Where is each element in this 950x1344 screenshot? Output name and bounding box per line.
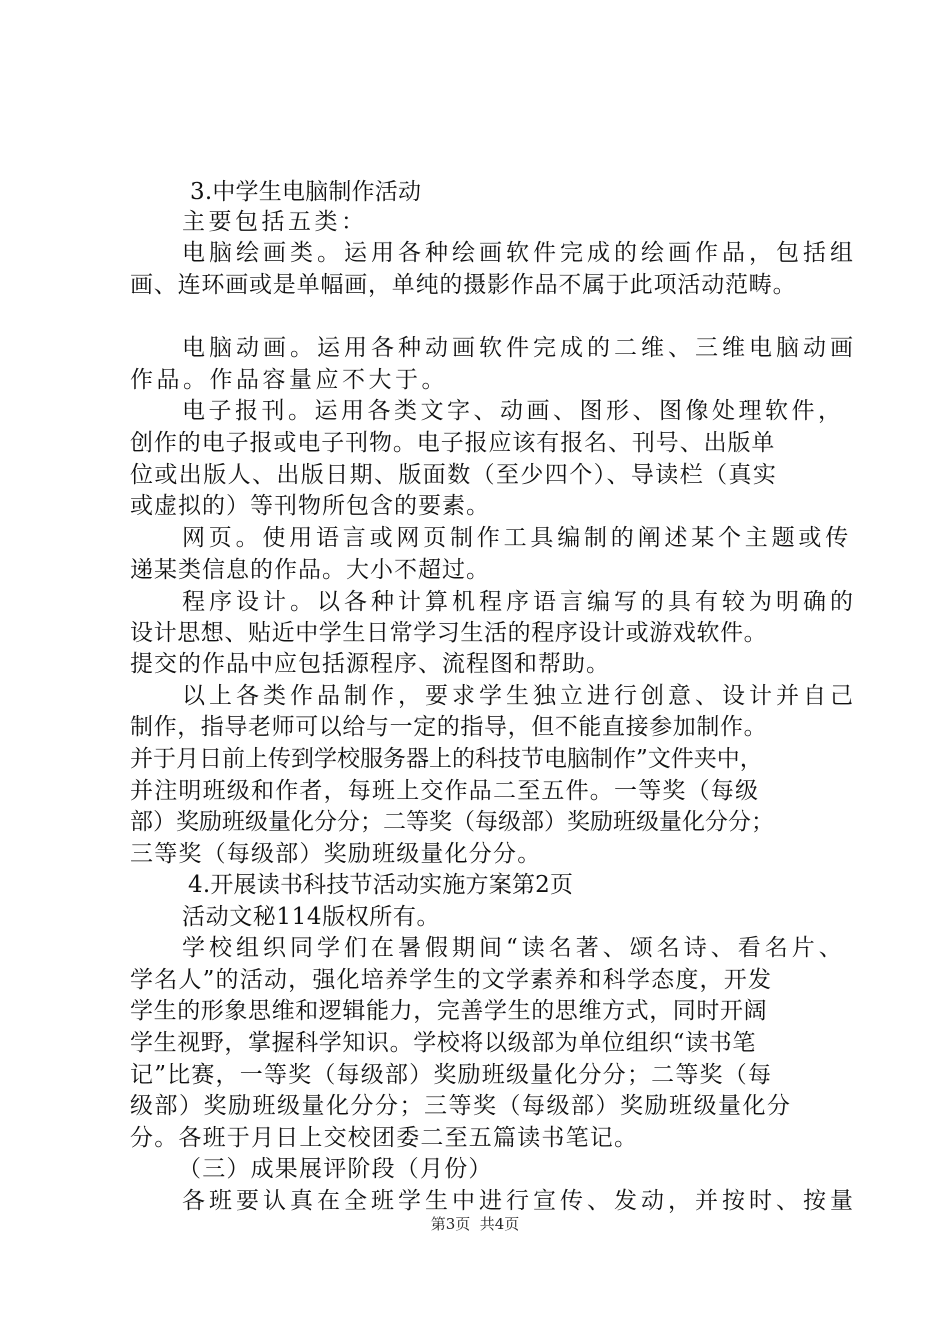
text-line: 3.中学生电脑制作活动 <box>190 179 422 205</box>
text-line: 设计思想、贴近中学生日常学习生活的程序设计或游戏软件。 <box>130 620 768 646</box>
text-line: 并注明班级和作者，每班上交作品二至五件。一等奖（每级 <box>130 778 760 804</box>
text-line: 作品。作品容量应不大于。 <box>130 367 448 393</box>
text-line: 递某类信息的作品。大小不超过。 <box>130 557 490 583</box>
text-line: 4.开展读书科技节活动实施方案第2页 <box>188 872 574 898</box>
text-line: 三等奖（每级部）奖励班级量化分分。 <box>130 841 542 867</box>
text-line: 学名人”的活动，强化培养学生的文学素养和科学态度，开发 <box>130 967 773 993</box>
page-footer: 第3页 共4页 <box>430 1215 520 1233</box>
text-line: 画、连环画或是单幅画，单纯的摄影作品不属于此项活动范畴。 <box>130 272 797 298</box>
text-line: 以上各类作品制作，要求学生独立进行创意、设计并自己 <box>182 683 857 709</box>
text-line: 电子报刊。运用各类文字、动画、图形、图像处理软件， <box>182 398 845 424</box>
text-line: 提交的作品中应包括源程序、流程图和帮助。 <box>130 651 610 677</box>
text-line: 分。各班于月日上交校团委二至五篇读书笔记。 <box>130 1125 639 1151</box>
text-line: 程序设计。以各种计算机程序语言编写的具有较为明确的 <box>182 589 857 615</box>
text-line: 学生视野，掌握科学知识。学校将以级部为单位组织“读书笔 <box>130 1030 756 1056</box>
text-line: 部）奖励班级量化分分；二等奖（每级部）奖励班级量化分分； <box>130 809 774 835</box>
text-line: 学校组织同学们在暑假期间“读名著、颂名诗、看名片、 <box>182 935 846 961</box>
text-line: 电脑动画。运用各种动画软件完成的二维、三维电脑动画 <box>182 335 857 361</box>
text-line: 制作，指导老师可以给与一定的指导，但不能直接参加制作。 <box>130 714 768 740</box>
text-line: 位或出版人、出版日期、版面数（至少四个）、导读栏（真实 <box>130 462 778 488</box>
text-line: 电脑绘画类。运用各种绘画软件完成的绘画作品，包括组 <box>182 240 857 266</box>
text-line: 学生的形象思维和逻辑能力，完善学生的思维方式，同时开阔 <box>130 998 768 1024</box>
text-line: （三）成果展评阶段（月份） <box>178 1156 493 1182</box>
text-line: 级部）奖励班级量化分分；三等奖（每级部）奖励班级量化分 <box>130 1093 792 1119</box>
text-line: 各班要认真在全班学生中进行宣传、发动，并按时、按量 <box>182 1188 857 1214</box>
text-line: 网页。使用语言或网页制作工具编制的阐述某个主题或传 <box>182 525 852 551</box>
text-line: 或虚拟的）等刊物所包含的要素。 <box>130 493 490 519</box>
text-line: 并于月日前上传到学校服务器上的科技节电脑制作”文件夹中， <box>130 746 763 772</box>
text-line: 主要包括五类： <box>182 209 368 235</box>
text-line: 记”比赛，一等奖（每级部）奖励班级量化分分；二等奖（每 <box>130 1062 773 1088</box>
text-line: 创作的电子报或电子刊物。电子报应该有报名、刊号、出版单 <box>130 430 776 456</box>
text-line: 活动文秘114版权所有。 <box>182 904 441 930</box>
